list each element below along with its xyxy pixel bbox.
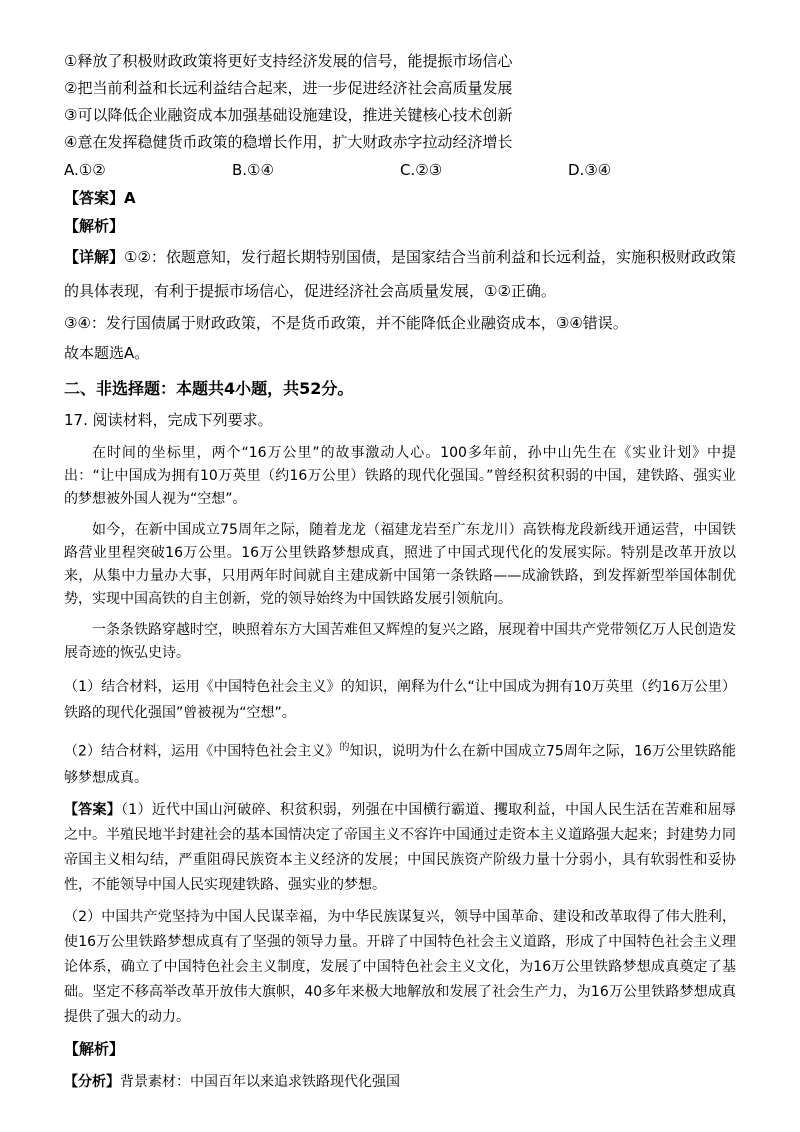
material-paragraph-2: 如今，在新中国成立75周年之际，随着龙龙（福建龙岩至广东龙川）高铁梅龙段新线开通运营，中国铁路营业里程突破16万公里。16万公里铁路梦想成真，照进了中国式现代化的发展实际。特别是改革开放以来，从集中力量办大事，只用两年时间就自主建成新中国第一条铁路——成渝铁路，到发挥新型举国体制优势，实现中国高铁的自主创新，党的领导始终为中国铁路发展引领航向。 [64,522,736,607]
detail-label: 【详解】 [64,248,125,266]
choice-b: B.①④ [232,161,274,179]
option-statement-1: ①释放了积极财政政策将更好支持经济发展的信号，能提振市场信心 [64,52,513,70]
answer-17-part-1 [64,798,736,898]
detail-explanation-2 [64,308,736,338]
choice-c: C.②③ [400,161,443,179]
detail-text-2-label: ③④： [64,314,106,332]
option-statement-2: ②把当前利益和长远利益结合起来，进一步促进经济社会高质量发展 [64,79,513,97]
option-statement-3: ③可以降低企业融资成本加强基础设施建设，推进关键核心技术创新 [64,106,513,124]
analysis-label-q16: 【解析】 [64,217,125,235]
question-17-stem: 17. 阅读材料，完成下列要求。 [64,411,273,429]
answer-label-q16: 【答案】A [64,189,136,207]
detail-text-1: ①②：依题意知，发行超长期特别国债，是国家结合当前利益和长远利益，实施积极财政政策的具体表现，有利于提振市场信心，促进经济社会高质量发展，①②正确。 [64,248,736,300]
q2-superscript: 的 [339,742,350,753]
option-statement-4: ④意在发挥稳健货币政策的稳增长作用，扩大财政赤字拉动经济增长 [64,133,513,151]
material-paragraph-3: 一条条铁路穿越时空，映照着东方大国苦难但又辉煌的复兴之路，展现着中国共产党带领亿万人民创造发展奇迹的恢弘史诗。 [64,622,736,661]
detail-conclusion: 故本题选A。 [64,344,150,362]
q2-text-post: 知识，说明为什么在新中国成立75周年之际，16万公里铁路能够梦想成真。 [64,743,736,786]
fenxi-label: 【分析】 [64,1073,120,1090]
choices-row [64,156,736,184]
answer-17-text-1: （1）近代中国山河破碎、积贫积弱，列强在中国横行霸道、攫取利益，中国人民生活在苦难和屈辱之中。半殖民地半封建社会的基本国情决定了帝国主义不容许中国通过走资本主义道路强大起来；封建势力同帝国主义相勾结，严重阻碍民族资本主义经济的发展；中国民族资产阶级力量十分弱小，具有软弱性和妥协性，不能领导中国人民实现建铁路、强实业的梦想。 [64,801,737,893]
detail-explanation-1 [64,240,736,308]
choice-a: A.①② [64,161,106,179]
detail-text-2: 发行国债属于财政政策，不是货币政策，并不能降低企业融资成本，③④错误。 [105,314,628,332]
q2-text-pre: （2）结合材料，运用《中国特色社会主义》 [64,743,340,760]
answer-17-part-2: （2）中国共产党坚持为中国人民谋幸福，为中华民族谋复兴，领导中国革命、建设和改革取得了伟大胜利，使16万公里铁路梦想成真有了坚强的领导力量。开辟了中国特色社会主义道路，形成了中国特色社会主义理论体系，确立了中国特色社会主义制度，发展了中国特色社会主义文化，为16万公里铁路梦想成真奠定了基础。坚定不移高举改革开放伟大旗帜，40多年来极大地解放和发展了社会生产力，为16万公里铁路梦想成真提供了强大的动力。 [64,908,736,1025]
question-17-part-1: （1）结合材料，运用《中国特色社会主义》的知识，阐释为什么“让中国成为拥有10万英里（约16万公里）铁路的现代化强国”曾被视为“空想”。 [64,679,736,721]
fenxi-text: 背景素材：中国百年以来追求铁路现代化强国 [120,1073,400,1090]
section-2-title: 二、非选择题：本题共4小题，共52分。 [64,379,354,398]
answer-label: 【答案】 [64,801,122,818]
question-17-part-2 [64,735,736,791]
background-analysis [64,1069,736,1095]
material-paragraph-1: 在时间的坐标里，两个“16万公里”的故事激动人心。100多年前，孙中山先生在《实业计划》中提出：“让中国成为拥有10万英里（约16万公里）铁路的现代化强国。”曾经积贫积弱的中国，建铁路、强实业的梦想被外国人视为“空想”。 [64,445,736,507]
analysis-label-q17: 【解析】 [64,1039,125,1058]
choice-d: D.③④ [568,161,612,179]
